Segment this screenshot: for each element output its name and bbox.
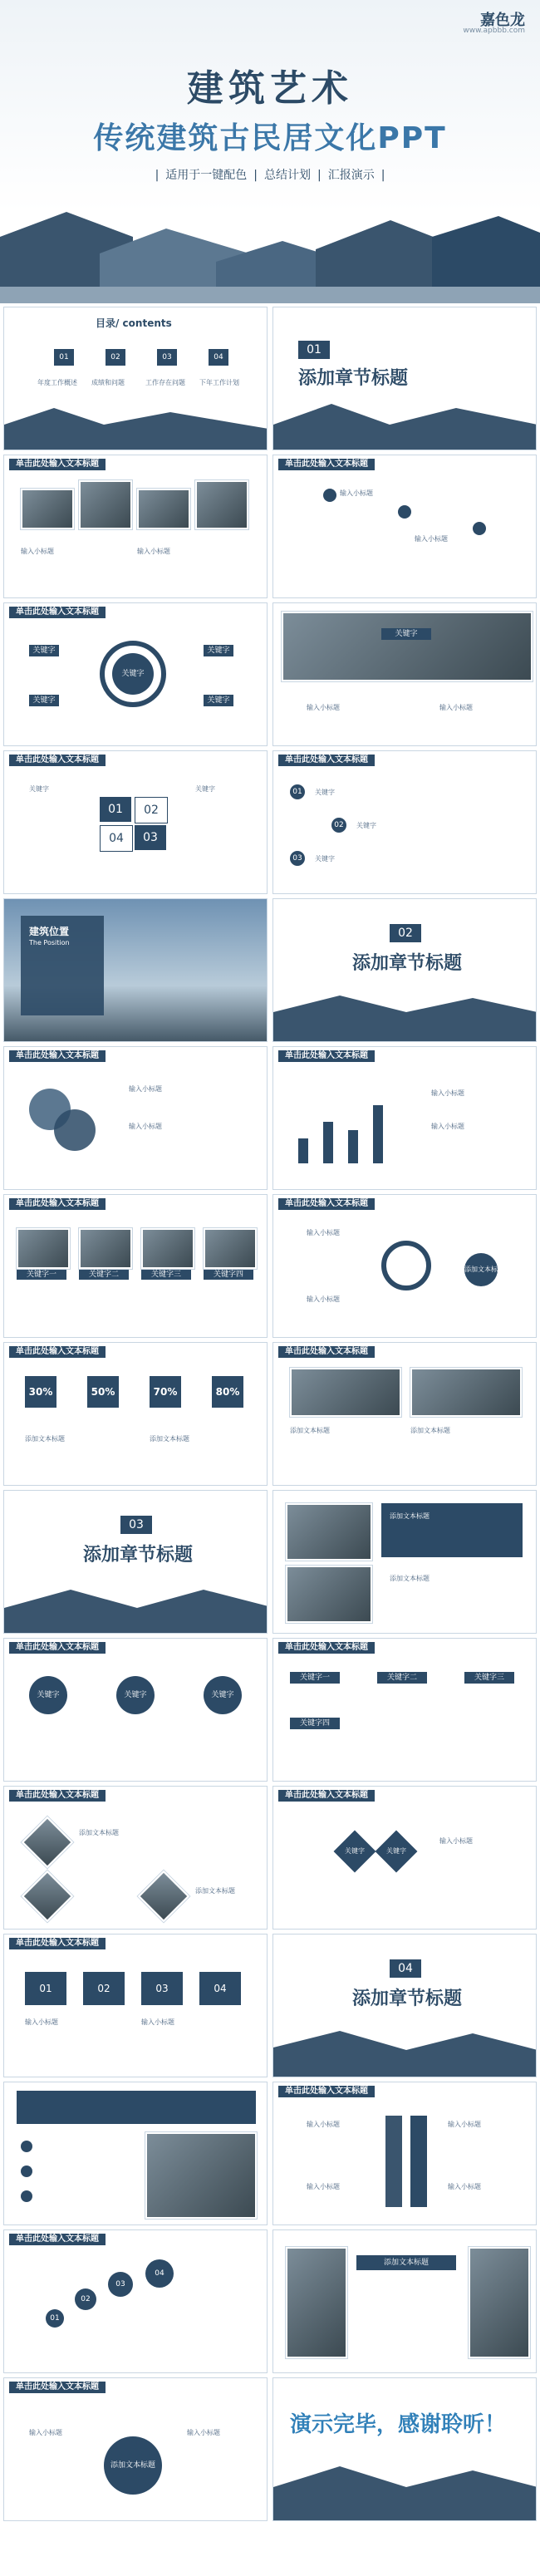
slide-title: 单击此处输入文本标题 [9, 1790, 106, 1802]
bullet [473, 522, 486, 535]
caption: 关键字 [386, 1847, 406, 1855]
photo [79, 480, 132, 529]
brand-url: www.apbbb.com [463, 27, 525, 35]
photo [290, 1368, 401, 1417]
caption: 添加文本标题 [25, 1435, 65, 1443]
center-badge: 添加文本标题 [104, 2436, 162, 2495]
slide-content [3, 1786, 268, 1930]
slide-section [3, 1490, 268, 1634]
caption: 关键字 [345, 1847, 365, 1855]
section-title: 添加章节标题 [298, 367, 409, 389]
slide-title: 单击此处输入文本标题 [9, 2382, 106, 2393]
roofs-illustration [273, 400, 537, 450]
add-badge: 添加文本标题 [464, 1253, 498, 1286]
slide-content [3, 1194, 268, 1338]
slide-section [272, 898, 537, 1042]
roofs-illustration [273, 2027, 537, 2077]
caption: 输入小标题 [439, 704, 473, 711]
photo [195, 480, 248, 529]
step-num: 04 [145, 2259, 174, 2288]
slide-content [3, 2377, 268, 2521]
section-title: 添加章节标题 [352, 952, 463, 974]
caption: 输入小标题 [29, 2429, 62, 2436]
slide-content [3, 750, 268, 894]
photo [21, 489, 74, 529]
slide-content [3, 455, 268, 598]
photo [145, 2132, 257, 2219]
step-num: 03 [108, 2272, 133, 2297]
slide-title: 单击此处输入文本标题 [278, 459, 375, 470]
roofs-illustration [4, 408, 268, 450]
end-title: 演示完毕，感谢聆听！ [290, 2412, 507, 2437]
caption: 输入小标题 [25, 2018, 58, 2026]
photo [138, 1871, 189, 1922]
caption: 输入小标题 [137, 548, 170, 555]
roofs-illustration [273, 2462, 537, 2520]
photo [22, 1871, 73, 1922]
caption: 添加文本标题 [150, 1435, 189, 1443]
toc-num: 01 [54, 349, 74, 366]
slide-title: 单击此处输入文本标题 [278, 1198, 375, 1210]
percent-box: 70% [150, 1376, 181, 1408]
bar-mark [348, 1130, 358, 1163]
slide-title: 单击此处输入文本标题 [278, 1790, 375, 1802]
keyword-tag: 关键字四 [290, 1718, 340, 1729]
slide-content [272, 602, 537, 746]
location-sub: The Position [29, 939, 70, 946]
step-num: 04 [199, 1972, 241, 2005]
photo [79, 1228, 132, 1269]
keyword-tag: 关键字 [204, 695, 233, 706]
slide-title: 单击此处输入文本标题 [9, 1198, 106, 1210]
slide-title: 单击此处输入文本标题 [9, 607, 106, 618]
slide-title: 单击此处输入文本标题 [278, 755, 375, 766]
caption: 添加文本标题 [410, 1427, 450, 1434]
keyword-tag: 关键字 [29, 645, 59, 656]
slide-content [272, 1638, 537, 1782]
arrow-shape [410, 2116, 427, 2207]
slide-title: 单击此处输入文本标题 [278, 2086, 375, 2097]
text-panel [17, 2091, 256, 2124]
caption: 添加文本标题 [390, 1575, 430, 1582]
cover-tag: 总结计划 [264, 169, 311, 182]
bullet [398, 505, 411, 519]
cover-slide [0, 0, 540, 303]
slide-content [272, 1194, 537, 1338]
caption: 输入小标题 [307, 704, 340, 711]
slide-title: 单击此处输入文本标题 [9, 2234, 106, 2245]
caption: 添加文本标题 [79, 1829, 119, 1836]
photo [286, 1566, 372, 1623]
bullet [323, 489, 336, 502]
section-title: 添加章节标题 [83, 1544, 194, 1566]
caption: 输入小标题 [415, 535, 448, 543]
caption: 添加文本标题 [390, 1512, 430, 1520]
caption: 添加文本标题 [290, 1427, 330, 1434]
quad-num: 02 [135, 797, 168, 823]
section-number: 02 [390, 924, 421, 942]
roofs-illustration [273, 991, 537, 1041]
keyword-tag: 关键字一 [290, 1672, 340, 1684]
caption: 输入小标题 [129, 1085, 162, 1093]
quad-num: 03 [135, 825, 166, 850]
arrow-shape [385, 2116, 402, 2207]
slide-end [272, 2377, 537, 2521]
roofs-illustration [4, 1583, 268, 1633]
toc-num: 02 [106, 349, 125, 366]
keyword-tag: 关键字四 [204, 1270, 253, 1280]
toc-num: 03 [157, 349, 177, 366]
slide-title: 单击此处输入文本标题 [278, 1642, 375, 1654]
slide-content [272, 1786, 537, 1930]
section-title: 添加章节标题 [352, 1988, 463, 2009]
roofs-illustration [0, 204, 540, 303]
caption: 输入小标题 [448, 2121, 481, 2128]
step-num: 03 [141, 1972, 183, 2005]
cover-tags: | 适用于一键配色 | 总结计划 | 汇报演示 | [155, 169, 385, 182]
caption: 输入小标题 [448, 2183, 481, 2190]
location-title: 建筑位置 [29, 926, 70, 937]
slide-title: 单击此处输入文本标题 [9, 1346, 106, 1358]
percent-box: 30% [25, 1376, 56, 1408]
slide-content [272, 1046, 537, 1190]
bullet [21, 2141, 32, 2152]
keyword-tag: 关键字三 [141, 1270, 191, 1280]
step-num: 02 [331, 818, 346, 833]
section-number: 03 [120, 1516, 152, 1534]
caption: 输入小标题 [141, 2018, 174, 2026]
slide-title: 单击此处输入文本标题 [9, 1642, 106, 1654]
photo [282, 612, 533, 681]
toc-title: 目录/ contents [96, 317, 172, 329]
step-num: 02 [83, 1972, 125, 2005]
keyword-badge: 关键字 [29, 1676, 67, 1714]
slide-content [272, 750, 537, 894]
slide-title: 单击此处输入文本标题 [9, 1938, 106, 1949]
bullet [21, 2166, 32, 2177]
photo [22, 1816, 73, 1868]
step-num: 01 [46, 2309, 64, 2328]
step-num: 03 [290, 851, 305, 866]
caption: 输入小标题 [187, 2429, 220, 2436]
text-panel: 添加文本标题 [356, 2255, 456, 2270]
slide-location [3, 898, 268, 1042]
photo [410, 1368, 522, 1417]
keyword-tag: 关键字三 [464, 1672, 514, 1684]
slide-title: 单击此处输入文本标题 [278, 1346, 375, 1358]
keyword-tag: 关键字一 [17, 1270, 66, 1280]
toc-label: 工作存在问题 [145, 379, 185, 386]
caption: 关键字 [195, 785, 215, 793]
brand-logo: 嘉色龙 [480, 12, 525, 29]
bullet [21, 2190, 32, 2202]
keyword-tag: 关键字二 [79, 1270, 129, 1280]
caption: 输入小标题 [431, 1089, 464, 1097]
slide-content [3, 1046, 268, 1190]
toc-num: 04 [209, 349, 228, 366]
section-number: 04 [390, 1959, 421, 1978]
slide-content [3, 1342, 268, 1486]
toc-label: 成绩和问题 [91, 379, 125, 386]
caption: 关键字 [315, 855, 335, 863]
caption: 关键字 [29, 785, 49, 793]
slide-toc [3, 307, 268, 450]
caption: 输入小标题 [439, 1837, 473, 1845]
step-num: 01 [25, 1972, 66, 2005]
keyword-tag: 关键字 [204, 645, 233, 656]
caption: 关键字 [315, 789, 335, 796]
slide-title: 单击此处输入文本标题 [9, 459, 106, 470]
slide-content [272, 2229, 537, 2373]
venn-circle [54, 1109, 96, 1151]
slide-section [272, 307, 537, 450]
keyword-tag: 关键字二 [377, 1672, 427, 1684]
cover-tag: 适用于一键配色 [165, 169, 248, 182]
caption: 输入小标题 [21, 548, 54, 555]
percent-box: 80% [212, 1376, 243, 1408]
photo [469, 2247, 530, 2358]
caption: 输入小标题 [307, 2183, 340, 2190]
keyword-tag: 关键字 [29, 695, 59, 706]
slide-content [3, 2229, 268, 2373]
slide-content [3, 1638, 268, 1782]
caption: 关键字 [356, 822, 376, 829]
slide-content [272, 2082, 537, 2225]
photo [204, 1228, 257, 1269]
photo [286, 1503, 372, 1561]
bar-mark [323, 1122, 333, 1163]
slide-section [272, 1934, 537, 2077]
caption: 输入小标题 [307, 2121, 340, 2128]
slide-content [3, 1934, 268, 2077]
slide-content [3, 2082, 268, 2225]
photo [17, 1228, 70, 1269]
photo [137, 489, 190, 529]
slide-content [272, 1490, 537, 1634]
caption: 输入小标题 [340, 489, 373, 497]
photo [141, 1228, 194, 1269]
caption: 输入小标题 [431, 1123, 464, 1130]
caption: 添加文本标题 [195, 1887, 235, 1895]
keyword-badge: 关键字 [204, 1676, 242, 1714]
caption: 输入小标题 [307, 1295, 340, 1303]
percent-box: 50% [87, 1376, 119, 1408]
slide-content [272, 455, 537, 598]
cover-title: 建筑艺术 [187, 67, 353, 110]
slide-content [272, 1342, 537, 1486]
keyword-tag: 关键字 [381, 628, 431, 640]
photo [286, 2247, 347, 2358]
toc-label: 年度工作概述 [37, 379, 77, 386]
step-num: 01 [290, 784, 305, 799]
toc-label: 下年工作计划 [199, 379, 239, 386]
ring-graphic [381, 1241, 431, 1290]
slide-title: 单击此处输入文本标题 [9, 1050, 106, 1062]
step-num: 02 [75, 2288, 96, 2310]
caption: 输入小标题 [307, 1229, 340, 1236]
quad-num: 04 [100, 825, 133, 852]
slide-content [3, 602, 268, 746]
quad-num: 01 [100, 797, 131, 822]
slide-title: 单击此处输入文本标题 [278, 1050, 375, 1062]
keyword-badge: 关键字 [116, 1676, 155, 1714]
cover-subtitle: 传统建筑古民居文化PPT [93, 121, 447, 155]
section-number: 01 [298, 341, 330, 359]
cover-tag: 汇报演示 [327, 169, 375, 182]
keyword-badge: 关键字 [112, 653, 154, 695]
bar-mark [298, 1138, 308, 1163]
slide-title: 单击此处输入文本标题 [9, 755, 106, 766]
bar-mark [373, 1105, 383, 1163]
caption: 输入小标题 [129, 1123, 162, 1130]
